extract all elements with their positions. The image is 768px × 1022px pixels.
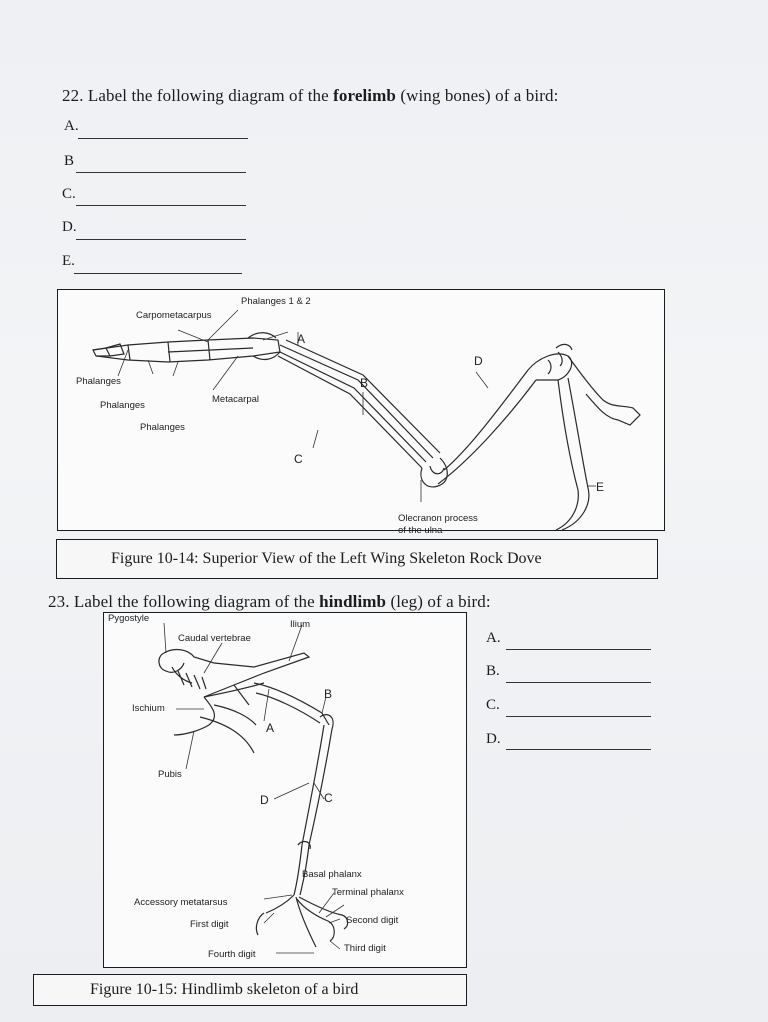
label-metacarpal: Metacarpal	[212, 394, 259, 405]
label-olecranon-line-1: Olecranon process	[398, 513, 478, 524]
label-accessory-metatarsus: Accessory metatarsus	[134, 897, 228, 908]
q23-blank-c[interactable]	[486, 697, 500, 714]
q22-blank-b-line	[76, 172, 246, 173]
q22-blank-e-label: E.	[62, 253, 75, 269]
question-22-number: 22.	[62, 86, 84, 105]
figure-10-15-diagram	[103, 612, 467, 968]
label-ischium: Ischium	[132, 703, 165, 714]
label-fourth-digit: Fourth digit	[208, 949, 256, 960]
question-23-text-after: (leg) of a bird:	[390, 592, 491, 611]
q22-blank-c[interactable]	[62, 186, 76, 203]
label-basal-phalanx: Basal phalanx	[302, 869, 362, 880]
wing-letter-b: B	[360, 376, 369, 390]
question-22-text-before: Label the following diagram of the	[87, 86, 329, 105]
label-caudal-vertebrae: Caudal vertebrae	[178, 633, 251, 644]
q23-blank-a-line	[506, 649, 651, 650]
q22-blank-d-label: D.	[62, 219, 77, 235]
question-23-text-before: Label the following diagram of the	[73, 592, 315, 611]
leg-letter-a: A	[266, 721, 275, 735]
q23-blank-b-line	[506, 682, 651, 683]
wing-letter-d: D	[474, 354, 483, 368]
label-olecranon-line-2: of the ulna	[398, 525, 443, 536]
figure-10-15-caption	[33, 974, 467, 1006]
label-phalanges-b: Phalanges	[100, 400, 145, 411]
hindlimb-skeleton-drawing	[104, 613, 466, 967]
q22-blank-e-line	[74, 273, 242, 274]
question-23-bold-term: hindlimb	[319, 592, 387, 611]
wing-letter-a: A	[297, 332, 306, 346]
question-22-title	[62, 86, 558, 106]
label-second-digit: Second digit	[346, 915, 399, 926]
label-phalanges-1-2: Phalanges 1 & 2	[241, 296, 311, 307]
q22-blank-d[interactable]	[62, 219, 77, 236]
q23-blank-d-label: D.	[486, 731, 501, 747]
figure-10-14-diagram	[57, 289, 665, 536]
label-carpometacarpus: Carpometacarpus	[136, 310, 212, 321]
label-pubis: Pubis	[158, 769, 182, 780]
q22-blank-a-line	[78, 138, 248, 139]
label-terminal-phalanx: Terminal phalanx	[332, 887, 404, 898]
wing-skeleton-drawing	[58, 290, 664, 530]
leg-letter-b: B	[324, 687, 333, 701]
figure-10-15-caption-text: Figure 10-15: Hindlimb skeleton of a bird	[90, 981, 359, 998]
q22-blank-c-line	[76, 205, 246, 206]
question-22-bold-term: forelimb	[333, 86, 396, 105]
q23-blank-d-line	[506, 749, 651, 750]
figure-10-14-caption-text: Figure 10-14: Superior View of the Left Wing Skeleton Rock Dove	[111, 550, 542, 567]
q22-blank-b[interactable]	[64, 153, 74, 170]
label-pygostyle: Pygostyle	[108, 613, 150, 624]
q23-blank-b-label: B.	[486, 663, 500, 679]
leg-letter-c: C	[324, 791, 333, 805]
q23-blank-d[interactable]	[486, 731, 501, 748]
wing-letter-c: C	[294, 452, 303, 466]
leg-letter-d: D	[260, 793, 269, 807]
q22-blank-c-label: C.	[62, 186, 76, 202]
label-phalanges-c: Phalanges	[140, 422, 185, 433]
question-22-text-after: (wing bones) of a bird:	[400, 86, 559, 105]
q22-blank-a[interactable]	[64, 118, 79, 135]
q23-blank-b[interactable]	[486, 663, 500, 680]
wing-letter-e: E	[596, 480, 605, 494]
q23-blank-a[interactable]	[486, 630, 501, 647]
label-ilium: Ilium	[290, 619, 311, 630]
question-23-number: 23.	[48, 592, 70, 611]
q22-blank-a-label: A.	[64, 118, 79, 134]
q22-blank-e[interactable]	[62, 253, 75, 270]
q22-blank-b-label: B	[64, 153, 75, 169]
q23-blank-c-line	[506, 716, 651, 717]
question-23-title	[48, 592, 491, 612]
q23-blank-c-label: C.	[486, 697, 500, 713]
label-third-digit: Third digit	[344, 943, 386, 954]
label-phalanges-a: Phalanges	[76, 376, 121, 387]
label-first-digit: First digit	[190, 919, 229, 930]
q23-blank-a-label: A.	[486, 630, 501, 646]
figure-10-14-caption	[56, 539, 658, 579]
q22-blank-d-line	[76, 239, 246, 240]
